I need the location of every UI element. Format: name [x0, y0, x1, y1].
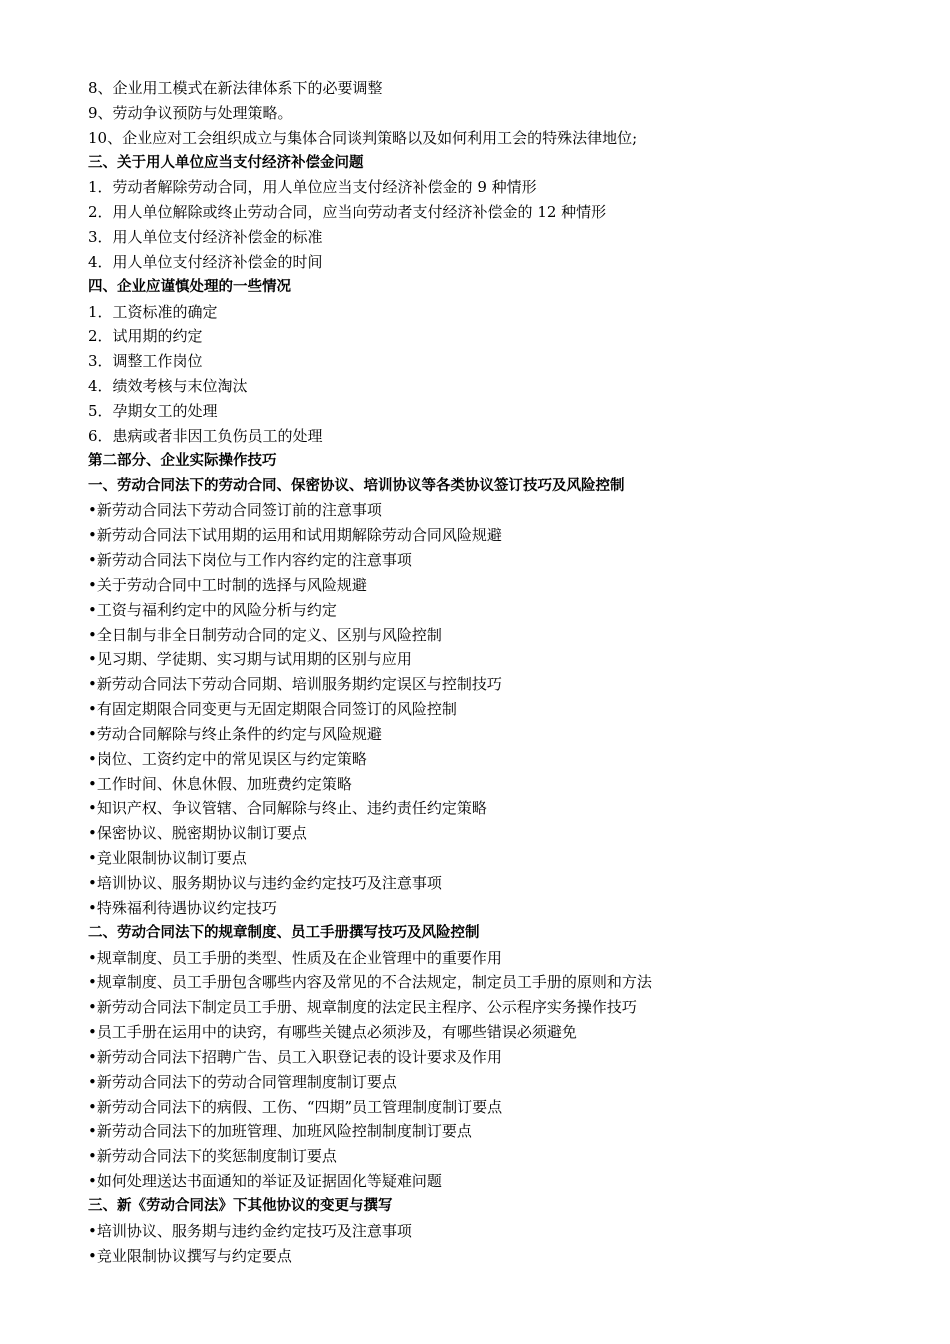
text-line: 3．用人单位支付经济补偿金的标准 [88, 228, 323, 247]
text-line: •新劳动合同法下的奖惩制度制订要点 [88, 1147, 337, 1166]
text-line: •新劳动合同法下劳动合同期、培训服务期约定误区与控制技巧 [88, 675, 502, 694]
text-line: 5．孕期女工的处理 [88, 401, 218, 420]
text-line: •新劳动合同法下试用期的运用和试用期解除劳动合同风险规避 [88, 526, 502, 545]
text-line: •特殊福利待遇协议约定技巧 [88, 898, 277, 917]
text-line: •员工手册在运用中的诀窍，有哪些关键点必须涉及，有哪些错误必须避免 [88, 1023, 577, 1042]
text-line: •竞业限制协议制订要点 [88, 849, 247, 868]
text-line: •新劳动合同法下的加班管理、加班风险控制制度制订要点 [88, 1122, 472, 1141]
text-line: •新劳动合同法下招聘广告、员工入职登记表的设计要求及作用 [88, 1047, 502, 1066]
text-line: 1．工资标准的确定 [88, 302, 218, 321]
section-heading: 四、企业应谨慎处理的一些情况 [88, 278, 291, 295]
text-line: •新劳动合同法下的劳动合同管理制度制订要点 [88, 1072, 397, 1091]
section-heading: 第二部分、企业实际操作技巧 [88, 452, 277, 469]
text-line: 2．用人单位解除或终止劳动合同，应当向劳动者支付经济补偿金的 12 种情形 [88, 203, 607, 222]
text-line: •保密协议、脱密期协议制订要点 [88, 824, 307, 843]
text-line: •工作时间、休息休假、加班费约定策略 [88, 774, 352, 793]
section-heading: 三、新《劳动合同法》下其他协议的变更与撰写 [88, 1197, 393, 1214]
text-line: •岗位、工资约定中的常见误区与约定策略 [88, 749, 367, 768]
document-body [88, 76, 918, 1269]
text-line: 1．劳动者解除劳动合同，用人单位应当支付经济补偿金的 9 种情形 [88, 178, 537, 197]
text-line: 8、企业用工模式在新法律体系下的必要调整 [88, 79, 383, 97]
section-heading: 二、劳动合同法下的规章制度、员工手册撰写技巧及风险控制 [88, 924, 480, 941]
text-line: •关于劳动合同中工时制的选择与风险规避 [88, 575, 367, 594]
text-line: •如何处理送达书面通知的举证及证据固化等疑难问题 [88, 1172, 442, 1191]
text-line: 10、企业应对工会组织成立与集体合同谈判策略以及如何利用工会的特殊法律地位; [88, 128, 638, 147]
text-line: •培训协议、服务期与违约金约定技巧及注意事项 [88, 1221, 412, 1240]
text-line: 3．调整工作岗位 [88, 352, 203, 371]
text-line: •规章制度、员工手册包含哪些内容及常见的不合法规定，制定员工手册的原则和方法 [88, 973, 652, 992]
text-line: •竞业限制协议撰写与约定要点 [88, 1246, 292, 1265]
text-line: •新劳动合同法下劳动合同签订前的注意事项 [88, 501, 382, 520]
text-line: •工资与福利约定中的风险分析与约定 [88, 600, 337, 619]
text-line: •新劳动合同法下岗位与工作内容约定的注意事项 [88, 551, 412, 570]
text-line: •新劳动合同法下的病假、工伤、“四期”员工管理制度制订要点 [88, 1097, 503, 1116]
text-line: •全日制与非全日制劳动合同的定义、区别与风险控制 [88, 625, 442, 644]
text-line: 4．用人单位支付经济补偿金的时间 [88, 252, 323, 271]
text-line: •新劳动合同法下制定员工手册、规章制度的法定民主程序、公示程序实务操作技巧 [88, 998, 637, 1017]
text-line: •有固定期限合同变更与无固定期限合同签订的风险控制 [88, 700, 457, 719]
text-line: 6．患病或者非因工负伤员工的处理 [88, 426, 323, 445]
text-line: 4．绩效考核与末位淘汰 [88, 377, 248, 396]
section-heading: 一、劳动合同法下的劳动合同、保密协议、培训协议等各类协议签订技巧及风险控制 [88, 477, 625, 494]
section-heading: 三、关于用人单位应当支付经济补偿金问题 [88, 154, 364, 171]
text-line: •劳动合同解除与终止条件的约定与风险规避 [88, 724, 382, 743]
text-line: •见习期、学徒期、实习期与试用期的区别与应用 [88, 650, 412, 669]
text-line: 2．试用期的约定 [88, 327, 203, 346]
text-line: •知识产权、争议管辖、合同解除与终止、违约责任约定策略 [88, 799, 487, 818]
text-line: 9、劳动争议预防与处理策略。 [88, 103, 293, 122]
text-line: •规章制度、员工手册的类型、性质及在企业管理中的重要作用 [88, 948, 502, 967]
text-line: •培训协议、服务期协议与违约金约定技巧及注意事项 [88, 874, 442, 892]
